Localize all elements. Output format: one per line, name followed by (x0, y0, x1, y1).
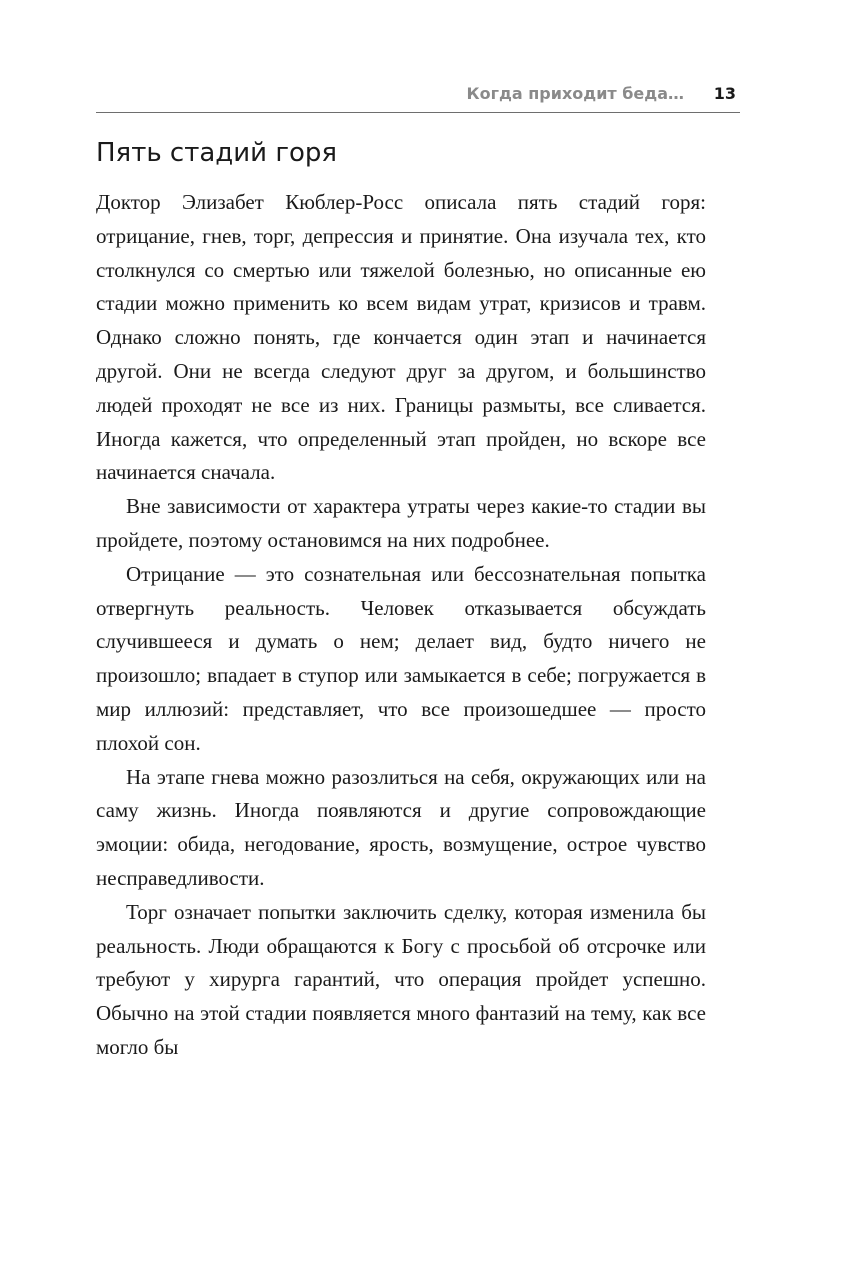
paragraph-2: Вне зависимости от характера утраты через какие-то стадии вы пройдете, поэтому остановимся на них подробнее. (96, 494, 706, 552)
paragraph-3: Отрицание — это сознательная или бессознательная попытка отвергнуть реальность. Человек отказывается обсуждать случившееся и думать о нем; делает вид, будто ничего не произошло; впадает в ступор или замыкается в себе; погружается в мир иллюзий: представляет, что все произошедшее — просто плохой сон. (96, 561, 706, 755)
paragraph-5: Торг означает попытки заключить сделку, которая изменила бы реальность. Люди обращаются к Богу с просьбой об отсрочке или требуют у хирурга гарантий, что операция пройдет успешно. Обычно на этой стадии появляется много фантазий на тему, как все могло бы (96, 899, 706, 1059)
paragraph-1: Доктор Элизабет Кюблер-Росс описала пять стадий горя: отрицание, гнев, торг, депрессия и принятие. Она изучала тех, кто столкнулся со смертью или тяжелой болезнью, но описанные ею стадии можно применить ко всем видам утрат, кризисов и травм. Однако сложно понять, где кончается один этап и начинается другой. Они не всегда следуют друг за другом, и большинство людей проходят не все из них. Границы размыты, все сливается. Иногда кажется, что определенный этап пройден, но вскоре все начинается сначала. (96, 190, 706, 485)
page-number: 13 (713, 84, 736, 103)
running-header (96, 80, 740, 113)
paragraph-4: На этапе гнева можно разозлиться на себя, окружающих или на саму жизнь. Иногда появляются и другие сопровождающие эмоции: обида, негодование, ярость, возмущение, острое чувство несправедливости. (96, 764, 706, 890)
section-title: Пять стадий горя (96, 138, 338, 168)
running-header-title: Когда приходит беда… (466, 84, 684, 103)
body-text (96, 186, 706, 1065)
